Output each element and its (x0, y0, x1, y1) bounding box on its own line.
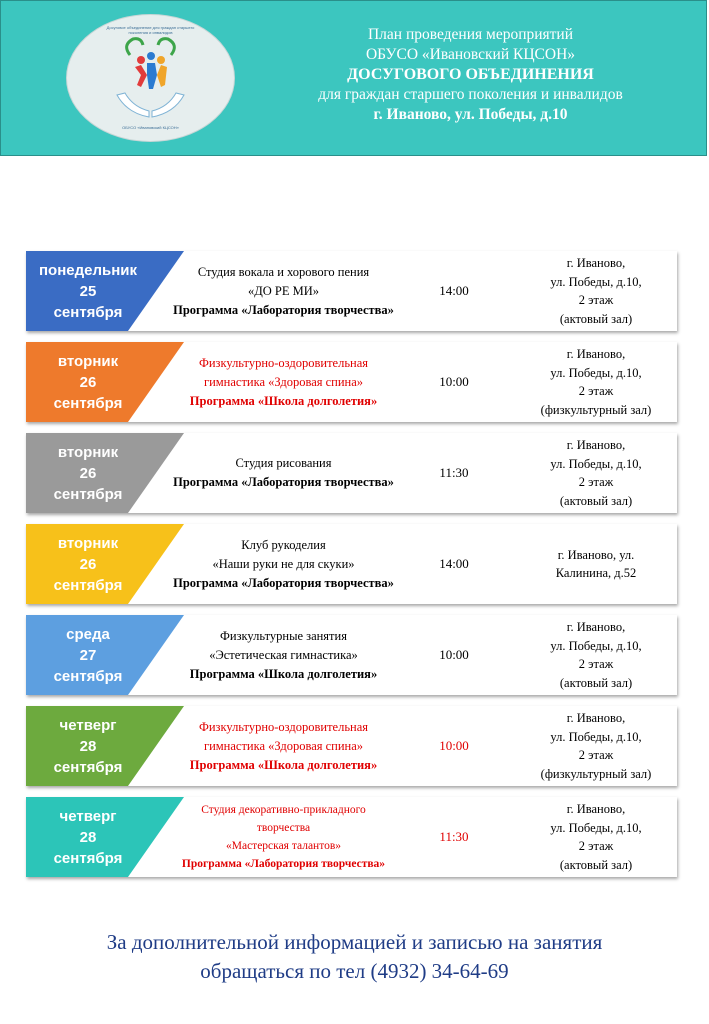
date-tag-text (26, 524, 150, 604)
event-description (151, 797, 416, 877)
event-time: 14:00 (439, 556, 469, 571)
event-program: Программа «Школа долголетия» (189, 393, 378, 408)
event-title-2: «Эстетическая гимнастика» (209, 647, 358, 662)
event-title-2: творчества (256, 822, 311, 834)
event-program: Программа «Лаборатория творчества» (173, 302, 394, 317)
event-row (26, 797, 677, 877)
place-line: 2 этаж (578, 748, 614, 762)
footer-contact (0, 928, 709, 986)
event-place (516, 342, 676, 422)
event-time: 11:30 (439, 829, 469, 844)
date-tag-text (26, 342, 150, 422)
weekday: вторник (57, 352, 119, 370)
event-row (26, 342, 677, 422)
place-line: ул. Победы, д.10, (550, 274, 642, 289)
event-place (516, 524, 676, 604)
month: сентября (53, 303, 123, 321)
place-line: ул. Победы, д.10, (550, 365, 642, 380)
place-line: 2 этаж (578, 293, 614, 307)
place-line: (физкультурный зал) (540, 766, 652, 781)
day-number: 28 (79, 828, 97, 846)
date-tag-text (26, 615, 150, 695)
month: сентября (53, 667, 123, 685)
event-description (151, 342, 416, 422)
event-row (26, 433, 677, 513)
place-line: 2 этаж (578, 839, 614, 853)
event-title-3: «Мастерская талантов» (225, 840, 342, 852)
event-time: 11:30 (439, 465, 469, 480)
logo-org-text: Досуговое объединение для граждан старшего поколения и инвалидов (106, 25, 195, 35)
event-description (151, 433, 416, 513)
place-line: г. Иваново, ул. (557, 547, 635, 562)
date-tag-text (26, 706, 150, 786)
day-number: 28 (79, 737, 97, 755)
place-line: г. Иваново, (566, 620, 626, 634)
place-line: Калинина, д.52 (555, 566, 637, 580)
header-line-1: План проведения мероприятий (367, 26, 574, 43)
place-line: 2 этаж (578, 475, 614, 489)
day-number: 27 (79, 646, 97, 664)
month: сентября (53, 394, 123, 412)
event-title-2: гимнастика «Здоровая спина» (203, 738, 364, 753)
weekday: четверг (59, 716, 117, 734)
weekday: вторник (57, 534, 119, 552)
place-line: г. Иваново, (566, 438, 626, 452)
month: сентября (53, 485, 123, 503)
header-line-4: для граждан старшего поколения и инвалидов (318, 86, 623, 103)
event-title-1: Студия декоративно-прикладного (201, 804, 366, 816)
event-program: Программа «Лаборатория творчества» (181, 858, 386, 870)
event-description (151, 706, 416, 786)
place-line: (актовый зал) (559, 493, 633, 508)
weekday: вторник (57, 443, 119, 461)
header-line-3: ДОСУГОВОГО ОБЪЕДИНЕНИЯ (347, 66, 594, 83)
footer-line-1: За дополнительной информацией и записью на занятия (106, 930, 603, 954)
date-tag-text (26, 251, 150, 331)
place-line: г. Иваново, (566, 711, 626, 725)
header-line-2: ОБУСО «Ивановский КЦСОН» (365, 46, 576, 63)
event-title-2: «Наши руки не для скуки» (212, 556, 355, 571)
event-place (516, 706, 676, 786)
event-place (516, 251, 676, 331)
event-row (26, 706, 677, 786)
event-program: Программа «Лаборатория творчества» (173, 475, 394, 489)
place-line: (физкультурный зал) (540, 402, 652, 417)
place-line: 2 этаж (578, 384, 614, 398)
day-number: 26 (79, 464, 97, 482)
event-program: Программа «Лаборатория творчества» (173, 575, 394, 590)
event-title-1: Физкультурно-оздоровительная (198, 719, 369, 734)
month: сентября (53, 758, 123, 776)
event-time: 10:00 (439, 374, 469, 389)
weekday: среда (66, 625, 110, 643)
date-tag-text (26, 433, 150, 513)
header-title (233, 25, 708, 125)
place-line: ул. Победы, д.10, (550, 820, 642, 835)
event-time: 10:00 (439, 738, 469, 753)
event-row (26, 524, 677, 604)
logo-bottom-text: ОБУСО «Ивановский КЦСОН» (122, 125, 179, 130)
event-description (151, 251, 416, 331)
event-program: Программа «Школа долголетия» (189, 666, 378, 681)
event-row (26, 615, 677, 695)
day-number: 25 (79, 282, 97, 300)
event-place (516, 615, 676, 695)
place-line: (актовый зал) (559, 311, 633, 326)
date-tag-text (26, 797, 150, 877)
event-time: 14:00 (439, 283, 469, 298)
event-place (516, 797, 676, 877)
place-line: г. Иваново, (566, 256, 626, 270)
event-program: Программа «Школа долголетия» (189, 757, 378, 772)
day-number: 26 (79, 555, 97, 573)
event-title-1: Студия вокала и хорового пения (197, 264, 370, 279)
event-title-1: Студия рисования (235, 456, 332, 470)
place-line: ул. Победы, д.10, (550, 456, 642, 471)
header-line-5: г. Иваново, ул. Победы, д.10 (373, 106, 568, 123)
header-banner (0, 0, 707, 156)
place-line: (актовый зал) (559, 857, 633, 872)
event-row (26, 251, 677, 331)
event-place (516, 433, 676, 513)
event-time: 10:00 (439, 647, 469, 662)
place-line: ул. Победы, д.10, (550, 729, 642, 744)
event-description (151, 615, 416, 695)
event-title-2: «ДО РЕ МИ» (247, 283, 320, 298)
weekday: понедельник (38, 261, 138, 279)
place-line: ул. Победы, д.10, (550, 638, 642, 653)
organization-logo (66, 14, 235, 142)
month: сентября (53, 849, 123, 867)
weekday: четверг (59, 807, 117, 825)
place-line: (актовый зал) (559, 675, 633, 690)
month: сентября (53, 576, 123, 594)
event-title-1: Физкультурные занятия (220, 628, 347, 643)
event-title-1: Клуб рукоделия (241, 537, 326, 552)
day-number: 26 (79, 373, 97, 391)
footer-line-2: обращаться по тел (4932) 34-64-69 (200, 959, 509, 983)
place-line: г. Иваново, (566, 802, 626, 816)
event-description (151, 524, 416, 604)
place-line: 2 этаж (578, 657, 614, 671)
event-title-1: Физкультурно-оздоровительная (198, 355, 369, 370)
event-title-2: гимнастика «Здоровая спина» (203, 374, 364, 389)
place-line: г. Иваново, (566, 347, 626, 361)
